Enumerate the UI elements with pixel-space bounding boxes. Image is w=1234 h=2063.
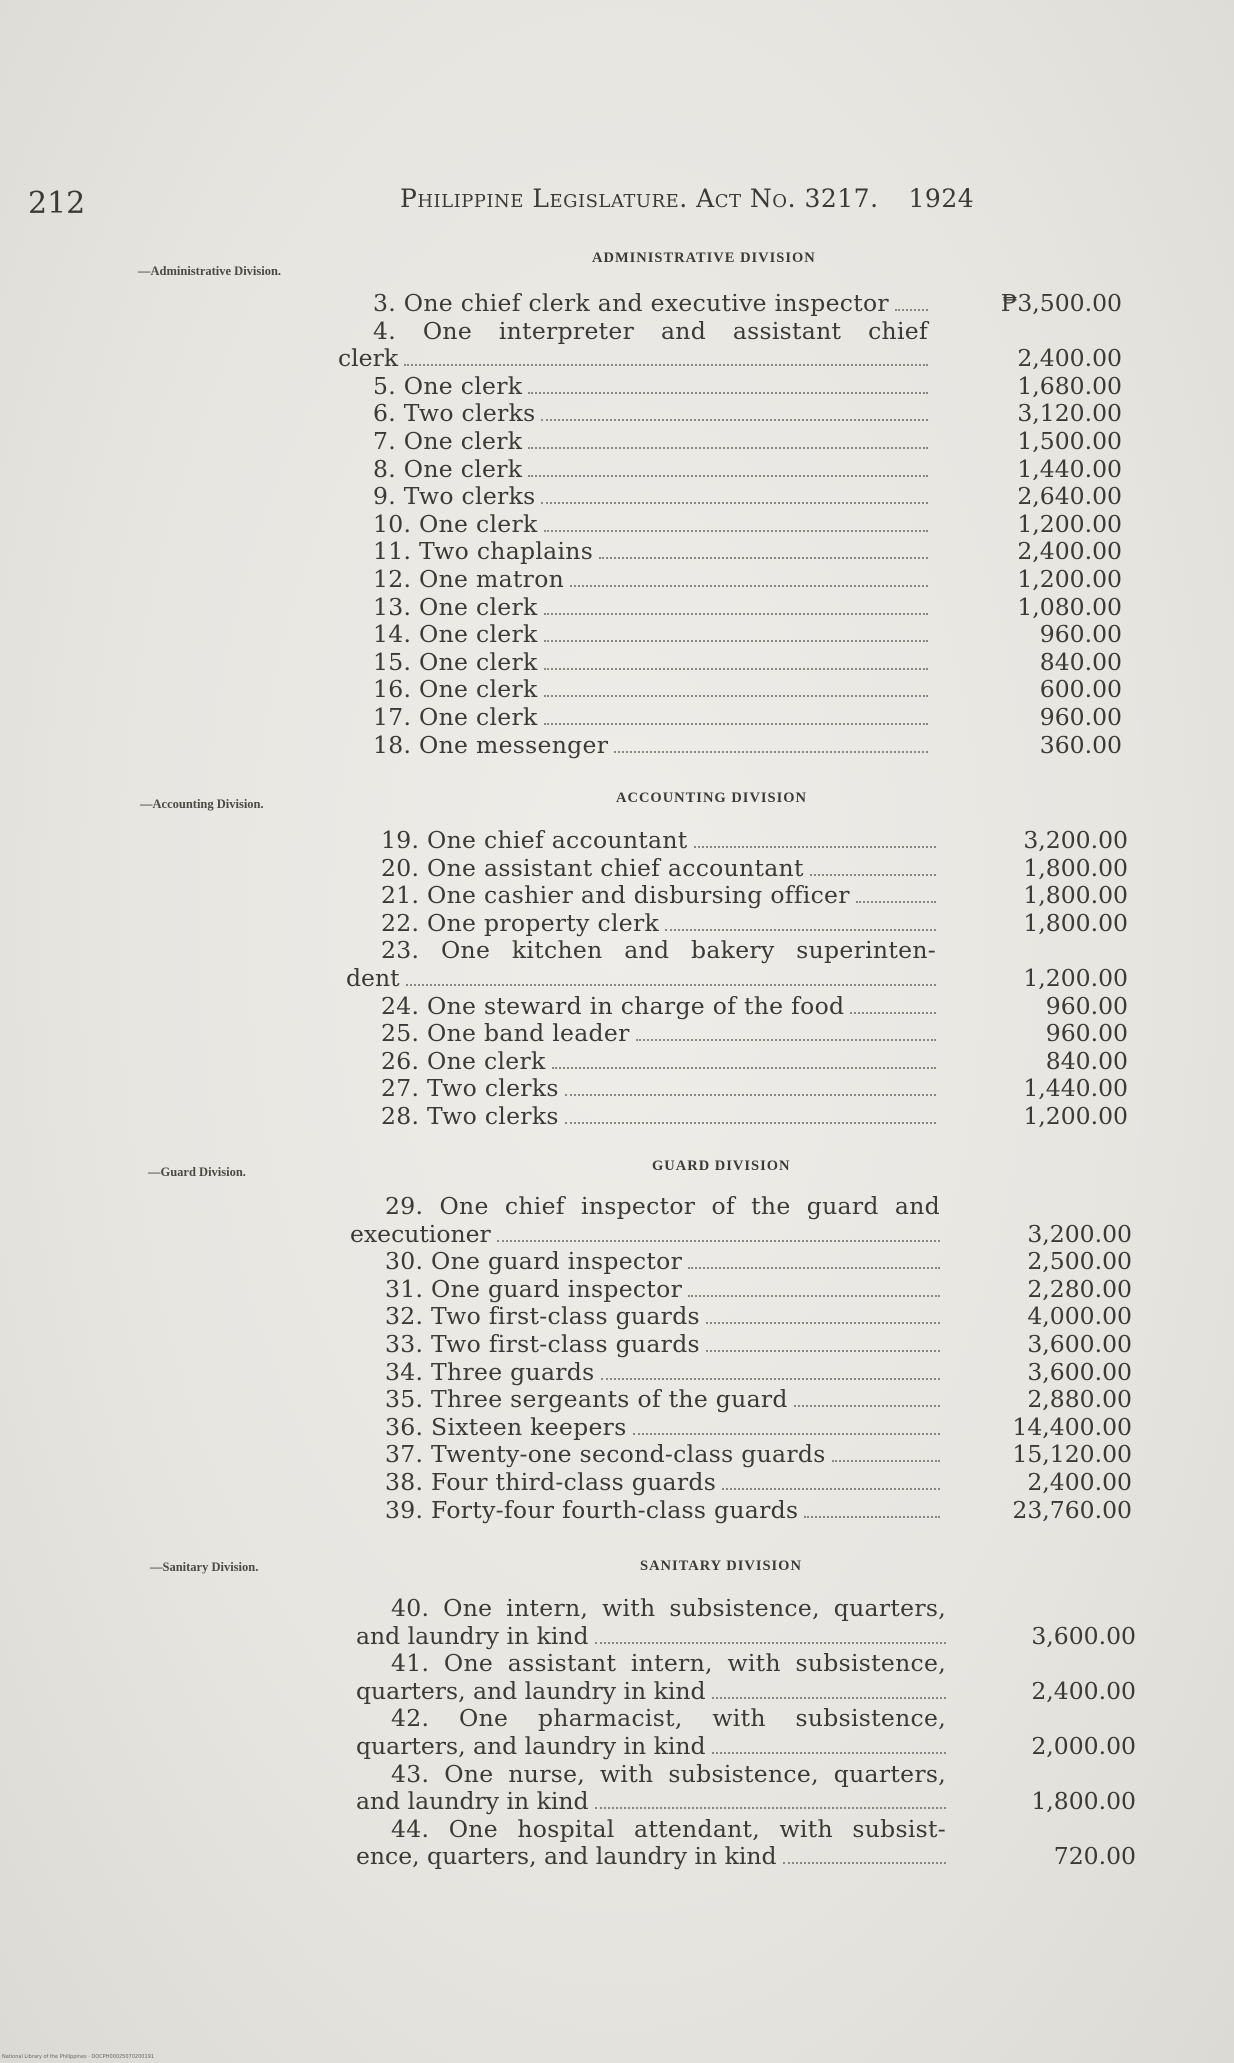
line-item-text: 43. One nurse, with subsistence, quarters, [391,1759,946,1788]
line-item-amount: 1,200.00 [1017,564,1122,593]
section-items [356,1595,1136,1871]
line-item [346,855,1128,883]
line-item-row [338,511,1122,539]
dot-leader [544,613,928,615]
section-heading: ACCOUNTING DIVISION [616,790,808,806]
line-item-amount: 1,200.00 [1023,1101,1128,1130]
line-item-amount: 2,280.00 [1027,1274,1132,1303]
line-item-text: 29. One chief inspector of the guard and [385,1192,940,1220]
line-item-amount: 1,200.00 [1023,963,1128,992]
dot-leader [595,1807,946,1809]
line-item-text: 17. One clerk [373,702,538,731]
line-item-amount: 3,600.00 [1027,1357,1132,1386]
line-item-text: dent [346,963,400,992]
line-item-amount: 2,000.00 [1031,1731,1136,1760]
dot-leader [712,1697,946,1699]
line-item [356,1595,1136,1650]
line-item-text: 28. Two clerks [381,1101,559,1130]
line-item-row [356,1733,1136,1761]
line-item [338,428,1122,456]
line-item [356,1650,1136,1705]
line-item-row [350,1331,1132,1359]
line-item-text: 33. Two first-class guards [385,1329,700,1358]
line-item-row [338,400,1122,428]
line-item-row [338,483,1122,511]
line-item-text: 32. Two first-class guards [385,1302,700,1331]
dot-leader [712,1752,946,1754]
line-item-amount: 3,600.00 [1027,1329,1132,1358]
line-item-text: 7. One clerk [373,426,523,455]
line-item-text: 40. One intern, with subsistence, quarters, [391,1594,946,1622]
dot-leader [832,1460,940,1462]
line-item-text: 38. Four third-class guards [385,1467,717,1496]
dot-leader [599,557,928,559]
line-item-amount: 960.00 [1045,1019,1128,1048]
line-item [350,1193,1132,1248]
line-item [338,621,1122,649]
line-item-text: 44. One hospital attendant, with subsist- [391,1814,946,1843]
line-item-text: 22. One property clerk [381,908,660,937]
line-item-amount: 960.00 [1039,620,1122,649]
section-heading: SANITARY DIVISION [640,1558,802,1574]
dot-leader [544,640,928,642]
line-item-amount: 840.00 [1039,647,1122,676]
line-item-amount: 600.00 [1039,675,1122,704]
dot-leader [541,502,928,504]
line-item-row [356,1788,1136,1816]
line-item-amount: 4,000.00 [1027,1302,1132,1331]
line-item-row [338,676,1122,704]
line-item-text: 4. One interpreter and assistant chief [373,316,928,345]
line-item-text: 37. Twenty-one second-class guards [385,1440,826,1469]
line-item [346,1048,1128,1076]
dot-leader [810,874,936,876]
line-item [346,1020,1128,1048]
section-items [350,1193,1132,1524]
dot-leader [552,1067,936,1069]
line-item-text: 27. Two clerks [381,1074,559,1103]
line-item [338,676,1122,704]
line-item-text: 41. One assistant intern, with subsistence, [391,1649,946,1678]
line-item [350,1248,1132,1276]
margin-note: —Sanitary Division. [150,1560,259,1574]
dot-leader [794,1405,940,1407]
line-item-row [338,649,1122,677]
margin-note: —Accounting Division. [140,797,264,811]
running-head [400,184,974,213]
line-item-text: quarters, and laundry in kind [356,1676,706,1705]
dot-leader [595,1642,946,1644]
section-heading: GUARD DIVISION [652,1158,791,1174]
dot-leader [706,1350,940,1352]
line-item-text: 14. One clerk [373,620,538,649]
line-item-row [346,1103,1128,1131]
line-item [338,649,1122,677]
line-item-row [350,1469,1132,1497]
running-head-title: Philippine Legislature. Act No. 3217. [400,184,879,213]
line-item-text: 30. One guard inspector [385,1247,683,1276]
dot-leader [694,846,936,848]
dot-leader [850,1012,936,1014]
line-item-row [350,1386,1132,1414]
dot-leader [544,530,928,532]
line-item [350,1497,1132,1525]
line-item-row [346,827,1128,855]
dot-leader [601,1378,940,1380]
line-item-amount: 3,120.00 [1017,399,1122,428]
line-item-text: 13. One clerk [373,592,538,621]
line-item-text: 24. One steward in charge of the food [381,991,845,1020]
line-item [338,594,1122,622]
dot-leader [565,1094,936,1096]
line-item [350,1414,1132,1442]
line-item [338,566,1122,594]
dot-leader [895,309,928,311]
line-item [356,1761,1136,1816]
line-item [338,511,1122,539]
line-item [346,937,1128,992]
line-item-amount: 2,400.00 [1027,1467,1132,1496]
line-item-row [338,345,1122,373]
line-item-text: 8. One clerk [373,454,523,483]
line-item-text: 21. One cashier and disbursing officer [381,881,850,910]
line-item-row [350,1497,1132,1525]
line-item-row [338,621,1122,649]
line-item [338,732,1122,760]
line-item-row [338,538,1122,566]
line-item-text: quarters, and laundry in kind [356,1731,706,1760]
line-item-amount: 3,600.00 [1031,1621,1136,1650]
line-item [350,1386,1132,1414]
line-item-amount: 15,120.00 [1012,1440,1132,1469]
line-item-text: 5. One clerk [373,371,523,400]
line-item [356,1705,1136,1760]
dot-leader [688,1267,940,1269]
section-heading: ADMINISTRATIVE DIVISION [592,250,816,266]
line-item-row [338,318,1122,346]
dot-leader [665,929,936,931]
line-item-row [338,290,1122,318]
line-item-text: 39. Forty-four fourth-class guards [385,1495,799,1524]
line-item-text: and laundry in kind [356,1787,589,1816]
line-item [338,704,1122,732]
line-item-row [356,1705,1136,1733]
line-item-amount: 2,400.00 [1017,344,1122,373]
line-item-text: 36. Sixteen keepers [385,1412,627,1441]
line-item-text: 10. One clerk [373,509,538,538]
dot-leader [544,723,928,725]
line-item [338,400,1122,428]
line-item-row [356,1623,1136,1651]
line-item-row [356,1761,1136,1789]
line-item-text: 35. Three sergeants of the guard [385,1385,788,1414]
line-item-text: 11. Two chaplains [373,537,594,566]
dot-leader [528,392,928,394]
dot-leader [528,475,928,477]
line-item-text: 20. One assistant chief accountant [381,853,804,882]
margin-note: —Administrative Division. [138,264,282,278]
dot-leader [722,1488,940,1490]
line-item-amount: 1,800.00 [1023,881,1128,910]
line-item-row [350,1193,1132,1221]
margin-note: —Guard Division. [148,1165,246,1179]
line-item-row [356,1843,1136,1871]
line-item-row [346,1020,1128,1048]
line-item [338,373,1122,401]
line-item [346,1103,1128,1131]
line-item-row [338,594,1122,622]
line-item-row [346,993,1128,1021]
line-item-row [338,566,1122,594]
line-item-row [350,1221,1132,1249]
line-item-amount: 2,880.00 [1027,1385,1132,1414]
line-item-row [350,1414,1132,1442]
line-item-row [346,965,1128,993]
line-item [350,1469,1132,1497]
dot-leader [404,364,928,366]
line-item-row [350,1359,1132,1387]
line-item-text: 16. One clerk [373,675,538,704]
line-item-row [350,1248,1132,1276]
dot-leader [406,984,936,986]
line-item-amount: 1,080.00 [1017,592,1122,621]
line-item [338,538,1122,566]
line-item-row [350,1303,1132,1331]
line-item-amount: 14,400.00 [1012,1412,1132,1441]
line-item-amount: 3,200.00 [1023,826,1128,854]
line-item-row [356,1650,1136,1678]
line-item-row [346,1048,1128,1076]
line-item-text: clerk [338,344,399,373]
line-item [338,318,1122,373]
line-item-text: 42. One pharmacist, with subsistence, [391,1704,946,1733]
line-item-amount: ₱3,500.00 [1000,289,1122,317]
dot-leader [804,1516,940,1518]
line-item-amount: 1,800.00 [1031,1787,1136,1816]
line-item [338,456,1122,484]
line-item-row [338,456,1122,484]
line-item-amount: 360.00 [1039,730,1122,759]
dot-leader [544,668,928,670]
line-item-text: 9. Two clerks [373,482,536,511]
line-item-text: 3. One chief clerk and executive inspector [373,289,889,317]
line-item [346,882,1128,910]
line-item-text: 34. Three guards [385,1357,595,1386]
line-item-text: 12. One matron [373,564,565,593]
line-item [356,1816,1136,1871]
dot-leader [636,1039,936,1041]
section-items [346,827,1128,1131]
dot-leader [544,695,928,697]
line-item-row [356,1678,1136,1706]
line-item [350,1359,1132,1387]
running-head-year: 1924 [908,184,975,213]
line-item-amount: 2,400.00 [1017,537,1122,566]
dot-leader [633,1433,940,1435]
dot-leader [706,1322,940,1324]
dot-leader [688,1295,940,1297]
line-item-amount: 960.00 [1039,702,1122,731]
line-item-amount: 840.00 [1045,1046,1128,1075]
line-item-row [356,1816,1136,1844]
scan-footer: National Library of the Philippines · DOCPH00025070200191 [2,2054,154,2060]
line-item-text: and laundry in kind [356,1621,589,1650]
line-item [338,483,1122,511]
line-item [346,910,1128,938]
line-item-row [346,937,1128,965]
line-item [346,993,1128,1021]
line-item-row [350,1276,1132,1304]
line-item-text: 18. One messenger [373,730,609,759]
line-item-row [350,1441,1132,1469]
line-item-amount: 1,800.00 [1023,853,1128,882]
line-item-text: 23. One kitchen and bakery superinten- [381,936,936,965]
line-item-text: 6. Two clerks [373,399,536,428]
line-item [346,1075,1128,1103]
line-item [350,1331,1132,1359]
dot-leader [497,1240,940,1242]
line-item-row [356,1595,1136,1623]
line-item-row [346,1075,1128,1103]
line-item-amount: 1,440.00 [1023,1074,1128,1103]
line-item-row [346,882,1128,910]
line-item [350,1276,1132,1304]
line-item-amount: 3,200.00 [1027,1219,1132,1248]
dot-leader [565,1122,936,1124]
dot-leader [570,585,928,587]
line-item-text: 19. One chief accountant [381,826,688,854]
line-item-amount: 720.00 [1053,1842,1136,1871]
line-item-row [338,373,1122,401]
line-item-text: 26. One clerk [381,1046,546,1075]
line-item [346,827,1128,855]
line-item-text: 15. One clerk [373,647,538,676]
dot-leader [856,901,936,903]
line-item [350,1303,1132,1331]
line-item-text: ence, quarters, and laundry in kind [356,1842,777,1871]
dot-leader [783,1862,946,1864]
line-item [338,290,1122,318]
line-item-amount: 2,500.00 [1027,1247,1132,1276]
line-item-row [338,704,1122,732]
line-item-amount: 23,760.00 [1012,1495,1132,1524]
line-item-amount: 1,800.00 [1023,908,1128,937]
line-item-amount: 2,400.00 [1031,1676,1136,1705]
line-item-text: 31. One guard inspector [385,1274,683,1303]
line-item-amount: 1,500.00 [1017,426,1122,455]
line-item-row [338,732,1122,760]
line-item-row [346,855,1128,883]
line-item-amount: 1,200.00 [1017,509,1122,538]
line-item-text: executioner [350,1219,491,1248]
line-item-amount: 1,680.00 [1017,371,1122,400]
dot-leader [614,751,928,753]
section-items [338,290,1122,759]
dot-leader [541,419,928,421]
line-item-amount: 960.00 [1045,991,1128,1020]
page-number: 212 [28,186,86,221]
line-item-amount: 1,440.00 [1017,454,1122,483]
line-item [350,1441,1132,1469]
line-item-row [346,910,1128,938]
line-item-amount: 2,640.00 [1017,482,1122,511]
dot-leader [528,447,928,449]
line-item-row [338,428,1122,456]
line-item-text: 25. One band leader [381,1019,630,1048]
